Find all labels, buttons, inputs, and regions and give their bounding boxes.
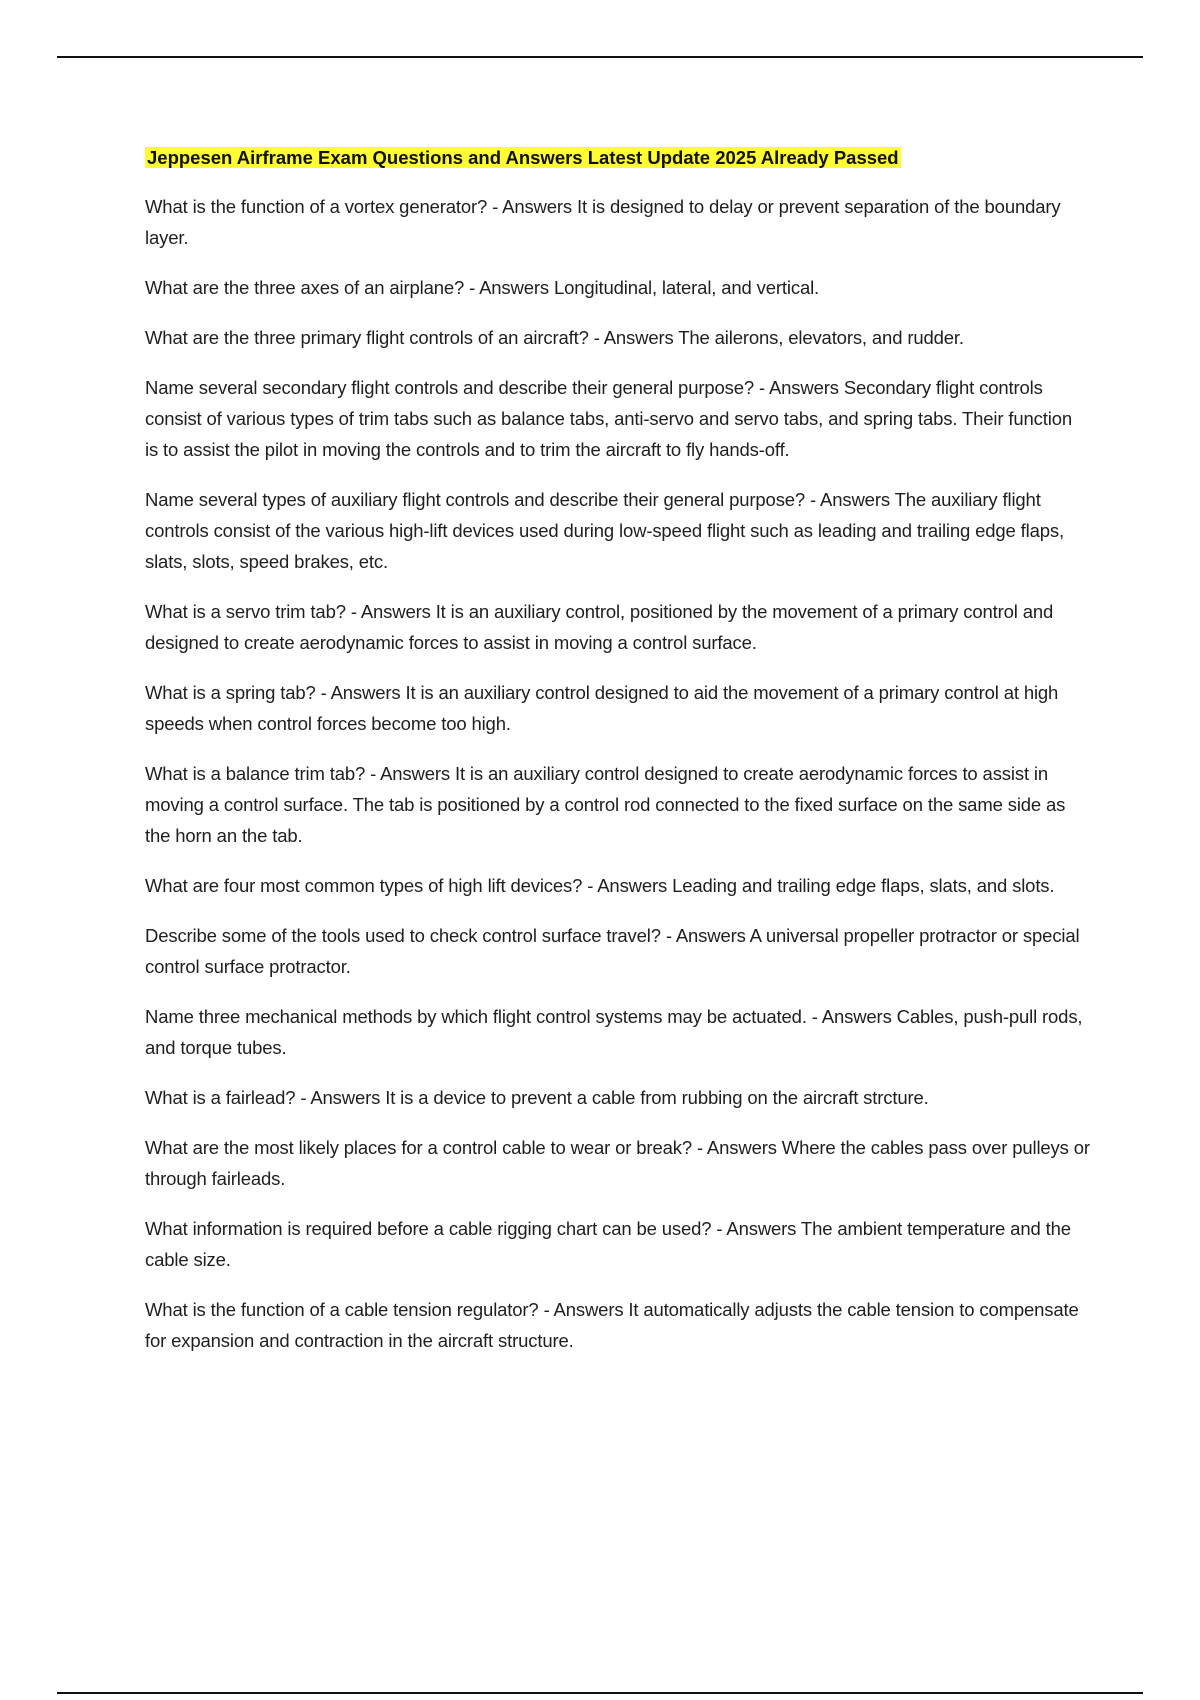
page-top-rule bbox=[57, 56, 1143, 58]
qa-item-cable-wear: What are the most likely places for a control cable to wear or break? - Answers Where the cables pass over pulleys or through fairleads. bbox=[145, 1137, 1090, 1189]
document-title: Jeppesen Airframe Exam Questions and Answers Latest Update 2025 Already Passed bbox=[147, 147, 899, 168]
qa-item-mechanical-actuation: Name three mechanical methods by which flight control systems may be actuated. - Answers Cables, push-pull rods, and torque tubes. bbox=[145, 1006, 1083, 1058]
page-bottom-rule bbox=[57, 1692, 1143, 1694]
qa-item-vortex-generator: What is the function of a vortex generator? - Answers It is designed to delay or prevent separation of the boundary layer. bbox=[145, 196, 1061, 248]
qa-item-balance-trim-tab: What is a balance trim tab? - Answers It is an auxiliary control designed to create aerodynamic forces to assist in moving a control surface. The tab is positioned by a control rod connected to the fixed surface on the same side as the horn an the tab. bbox=[145, 763, 1066, 846]
document-title-line bbox=[145, 146, 1090, 172]
qa-item-high-lift-devices: What are four most common types of high lift devices? - Answers Leading and trailing edge flaps, slats, and slots. bbox=[145, 875, 1055, 896]
qa-item-cable-rigging-chart: What information is required before a cable rigging chart can be used? - Answers The ambient temperature and the cable size. bbox=[145, 1218, 1071, 1270]
qa-item-auxiliary-flight-controls: Name several types of auxiliary flight controls and describe their general purpose? - Answers The auxiliary flight controls consist of the various high-lift devices used during low-speed flight such as leading and trailing edge flaps, slats, slots, speed brakes, etc. bbox=[145, 489, 1064, 572]
qa-item-secondary-flight-controls: Name several secondary flight controls and describe their general purpose? - Answers Secondary flight controls consist of various types of trim tabs such as balance tabs, anti-servo and servo tabs, and spring tabs. Their function is to assist the pilot in moving the controls and to trim the aircraft to fly hands-off. bbox=[145, 377, 1072, 460]
qa-item-control-travel-tools: Describe some of the tools used to check control surface travel? - Answers A universal propeller protractor or special control surface protractor. bbox=[145, 925, 1080, 977]
qa-item-cable-tension-regulator: What is the function of a cable tension regulator? - Answers It automatically adjusts the cable tension to compensate for expansion and contraction in the aircraft structure. bbox=[145, 1299, 1079, 1351]
qa-item-fairlead: What is a fairlead? - Answers It is a device to prevent a cable from rubbing on the aircraft strcture. bbox=[145, 1087, 929, 1108]
qa-item-primary-flight-controls: What are the three primary flight controls of an aircraft? - Answers The ailerons, elevators, and rudder. bbox=[145, 327, 964, 348]
qa-item-airplane-axes: What are the three axes of an airplane? - Answers Longitudinal, lateral, and vertical. bbox=[145, 277, 820, 298]
qa-item-spring-tab: What is a spring tab? - Answers It is an auxiliary control designed to aid the movement of a primary control at high speeds when control forces become too high. bbox=[145, 682, 1059, 734]
qa-item-servo-trim-tab: What is a servo trim tab? - Answers It is an auxiliary control, positioned by the movement of a primary control and designed to create aerodynamic forces to assist in moving a control surface. bbox=[145, 601, 1054, 653]
document-body bbox=[145, 146, 1090, 1375]
